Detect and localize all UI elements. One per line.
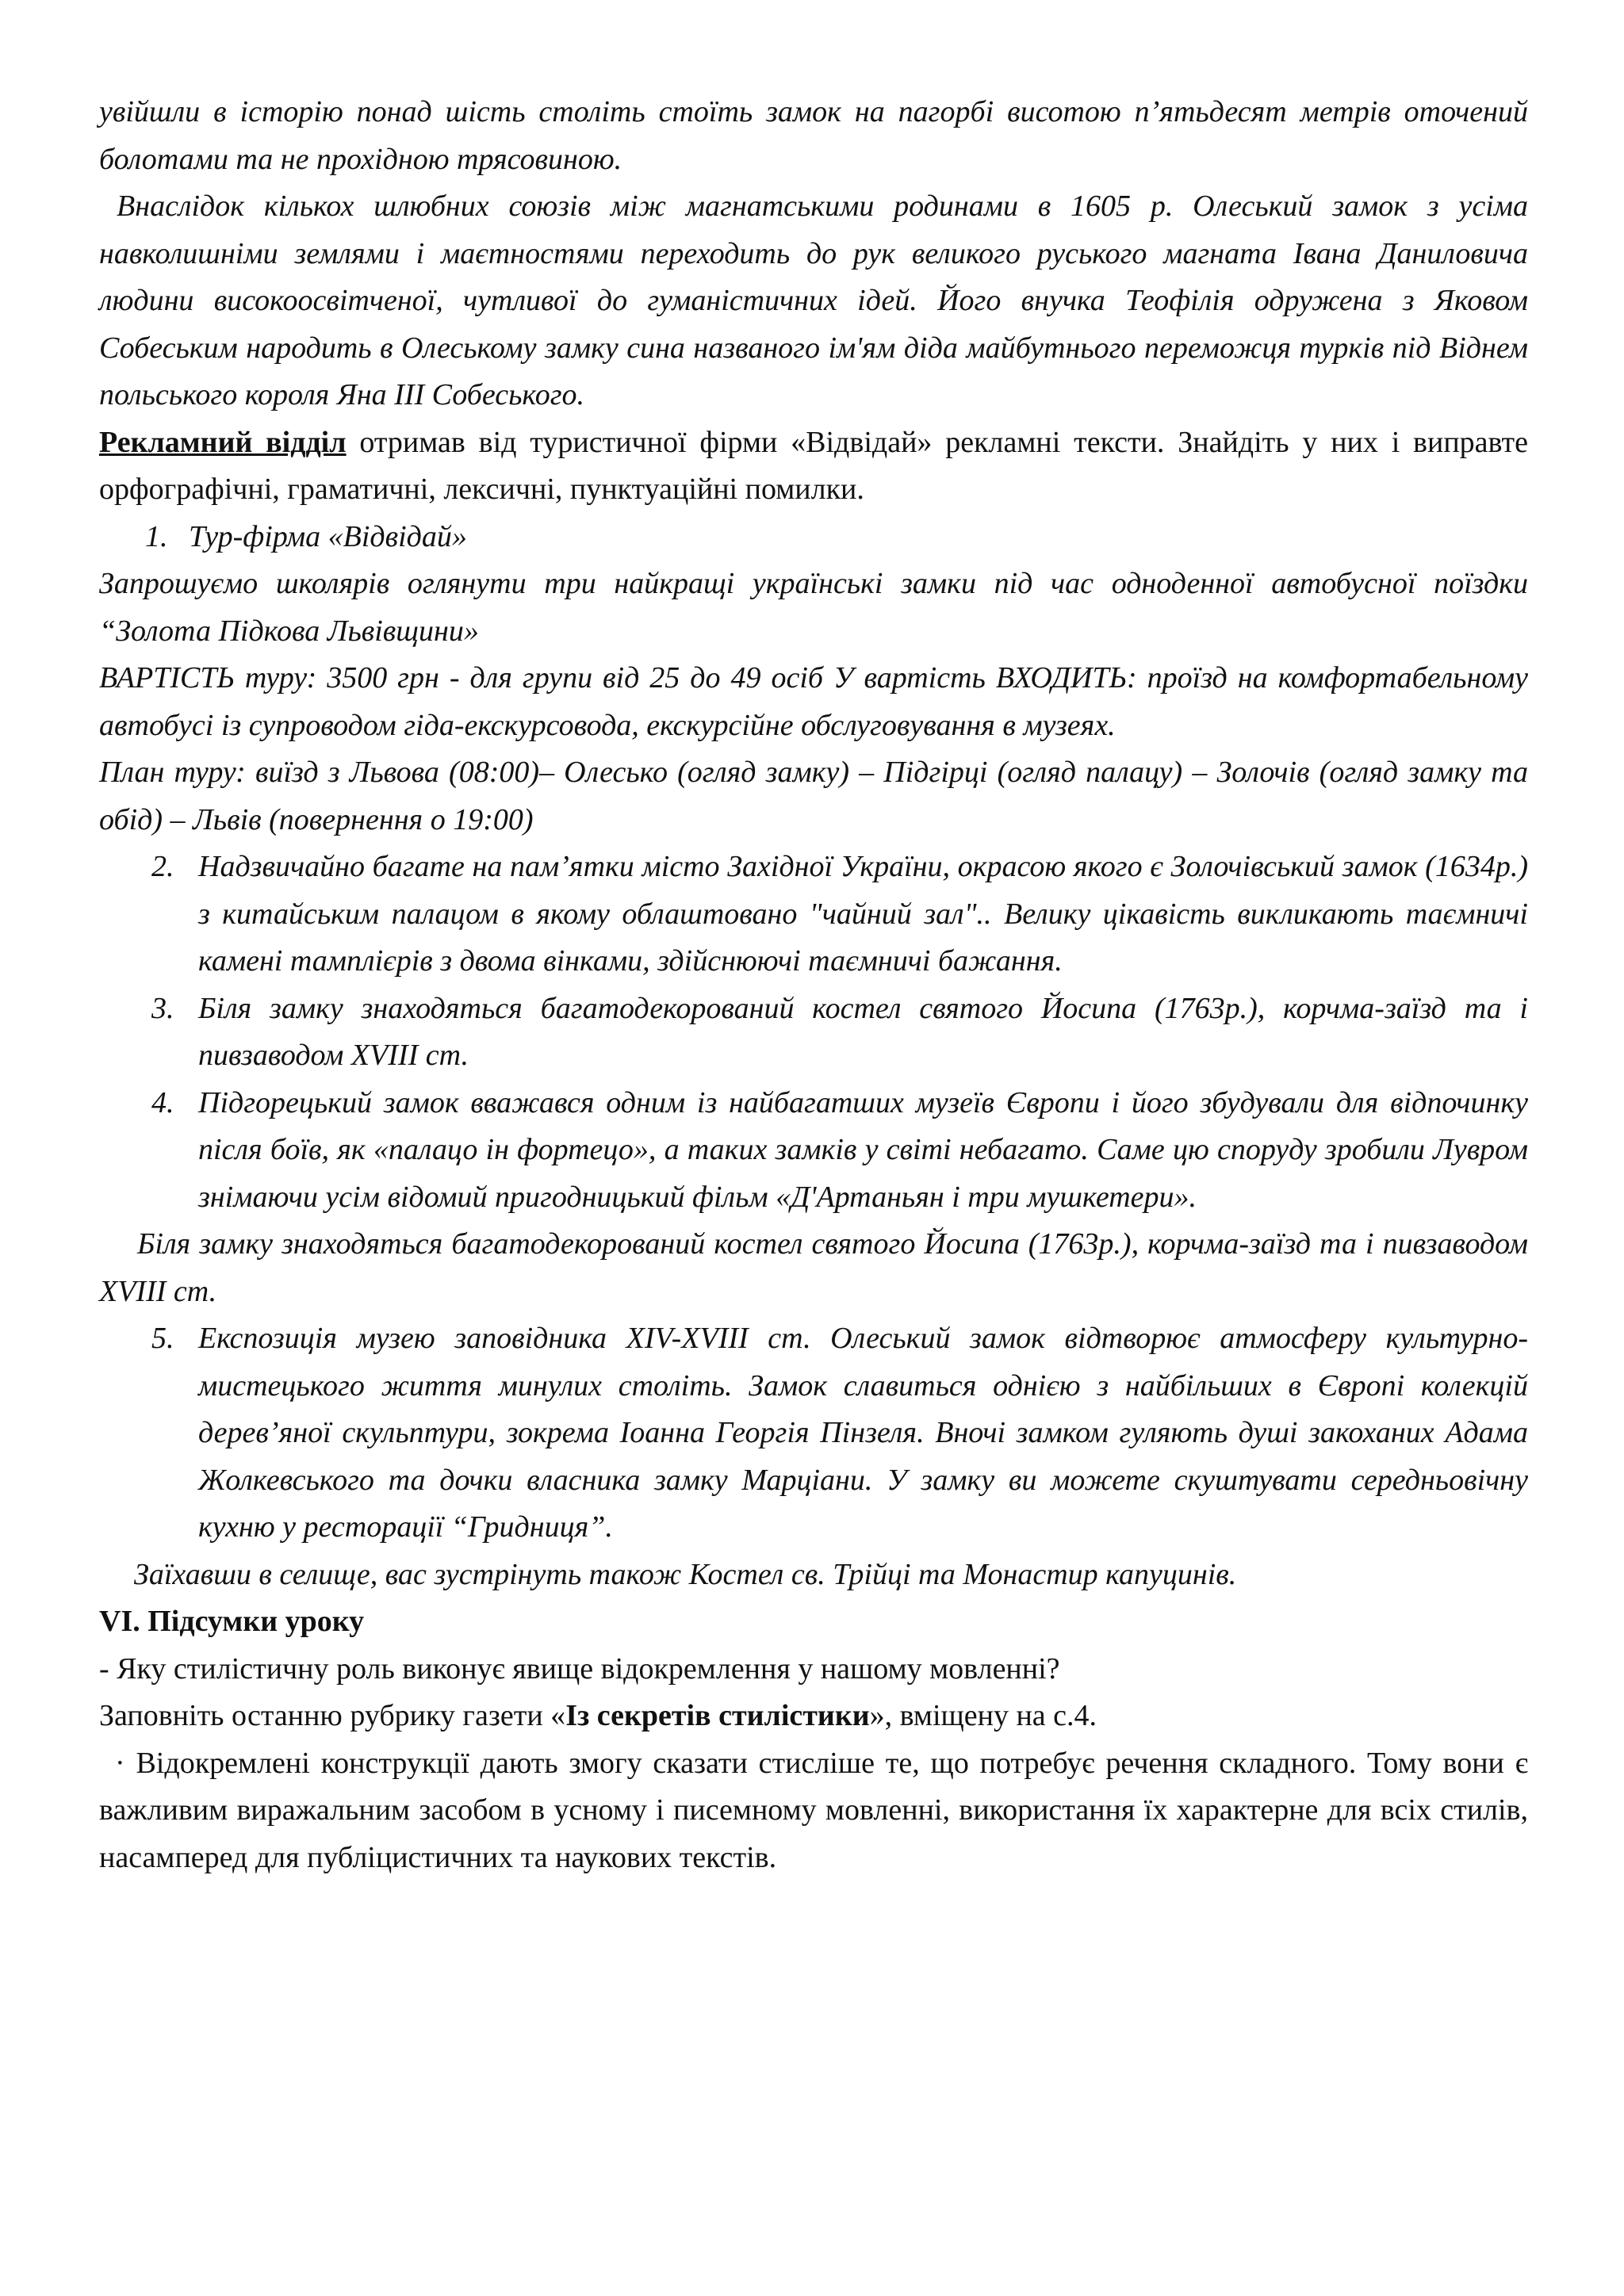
list-number: 5. — [151, 1322, 174, 1355]
fill-pre: Заповніть останню рубрику газети « — [99, 1699, 566, 1732]
task-label: Рекламний відділ — [99, 425, 347, 459]
list-item-text: Надзвичайно багате на пам’ятки місто Західної України, окрасою якого є Золочівський замок (1634р.) з китайським палацом в якому облаштовано "чайний зал".. Велику цікавість викликають таємничі камені тамплієрів з двома вінками, здійснюючі таємничі бажання. — [198, 850, 1528, 978]
intro-paragraph-1: увійшли в історію понад шість століть стоїть замок на пагорбі висотою п’ятьдесят метрів оточений болотами та не прохідною трясовиною. — [99, 95, 1528, 176]
document-page — [99, 89, 1528, 1881]
list-item-5 — [99, 1315, 1528, 1552]
list-item-text: Тур-фірма «Відвідай» — [189, 519, 467, 553]
fill-post: », вміщену на с.4. — [869, 1699, 1097, 1732]
conclusion-paragraph: · Відокремлені конструкції дають змогу сказати стисліше те, що потребує речення складного. Тому вони є важливим виражальним засобом в усному і писемному мовленні, використання їх характерне для всіх стилів, насамперед для публіцистичних та наукових текстів. — [99, 1746, 1528, 1874]
list-item-1 — [99, 514, 1528, 561]
list-item-text: Біля замку знаходяться багатодекорований костел святого Йосипа (1763р.), корчма-заїзд та і пивзаводом XVIII ст. — [198, 991, 1528, 1072]
task-text: отримав від туристичної фірми «Відвідай» рекламні тексти. Знайдіть у них і виправте орфографічні, граматичні, лексичні, пунктуаційні помилки. — [99, 425, 1528, 506]
task-paragraph — [99, 419, 1528, 514]
repeat-paragraph: Біля замку знаходяться багатодекорований костел святого Йосипа (1763р.), корчма-заїзд та і пивзаводом XVIII ст. — [99, 1227, 1528, 1308]
rubric-title: Із секретів стилістики — [565, 1699, 870, 1732]
list-item-text: Експозиція музею заповідника XIV-XVIII ст. Олеський замок відтворює атмосферу культурно-мистецького життя минулих століть. Замок славиться однією з найбільших в Європі колекцій дерев’яної скульптури, зокрема Іоанна Георгія Пінзеля. Вночі замком гуляють душі закоханих Адама Жолкевського та дочки власника замку Марціани. У замку ви можете скуштувати середньовічну кухню у ресторації “Гридниця”. — [198, 1322, 1528, 1544]
list-item-text: Підгорецький замок вважався одним із найбагатших музеїв Європи і його збудували для відпочинку після боїв, як «палацо ін фортецо», а таких замків у світі небагато. Саме цю споруду зробили Лувром знімаючи усім відомий пригодницький фільм «Д'Артаньян і три мушкетери». — [198, 1085, 1528, 1214]
section-heading: VI. Підсумки уроку — [99, 1605, 365, 1638]
village-paragraph: Заїхавши в селище, вас зустрінуть також Костел св. Трійці та Монастир капуцинів. — [134, 1557, 1237, 1591]
tour-price: ВАРТІСТЬ туру: 3500 грн - для групи від 25 до 49 осіб У вартість ВХОДИТЬ: проїзд на комфортабельному автобусі із супроводом гіда-екскурсовода, екскурсійне обслуговування в музеях. — [99, 661, 1528, 742]
list-number: 1. — [145, 519, 168, 553]
intro-paragraph-2: Внаслідок кількох шлюбних союзів між магнатськими родинами в 1605 р. Олеський замок з усіма навколишніми землями і маєтностями переходить до рук великого руського магната Івана Даниловича людини високоосвітченої, чутливої до гуманістичних ідей. Його внучка Теофілія одружена з Яковом Собеським народить в Олеському замку сина названого ім'ям діда майбутнього переможця турків під Віднем польського короля Яна ІІІ Собеського. — [99, 189, 1528, 411]
list-item-2 — [99, 844, 1528, 985]
fill-instruction — [99, 1693, 1528, 1740]
tour-plan: План туру: виїзд з Львова (08:00)– Олесько (огляд замку) – Підгірці (огляд палацу) – Золочів (огляд замку та обід) – Львів (повернення о 19:00) — [99, 756, 1528, 836]
list-item-3 — [99, 985, 1528, 1080]
tour-invite: Запрошуємо школярів оглянути три найкращі українські замки під час одноденної автобусної поїздки “Золота Підкова Львівщини» — [99, 567, 1528, 648]
list-number: 4. — [151, 1085, 174, 1119]
list-number: 3. — [151, 991, 174, 1025]
question-line: - Яку стилістичну роль виконує явище відокремлення у нашому мовленні? — [99, 1651, 1060, 1686]
list-number: 2. — [151, 850, 174, 883]
list-item-4 — [99, 1080, 1528, 1222]
